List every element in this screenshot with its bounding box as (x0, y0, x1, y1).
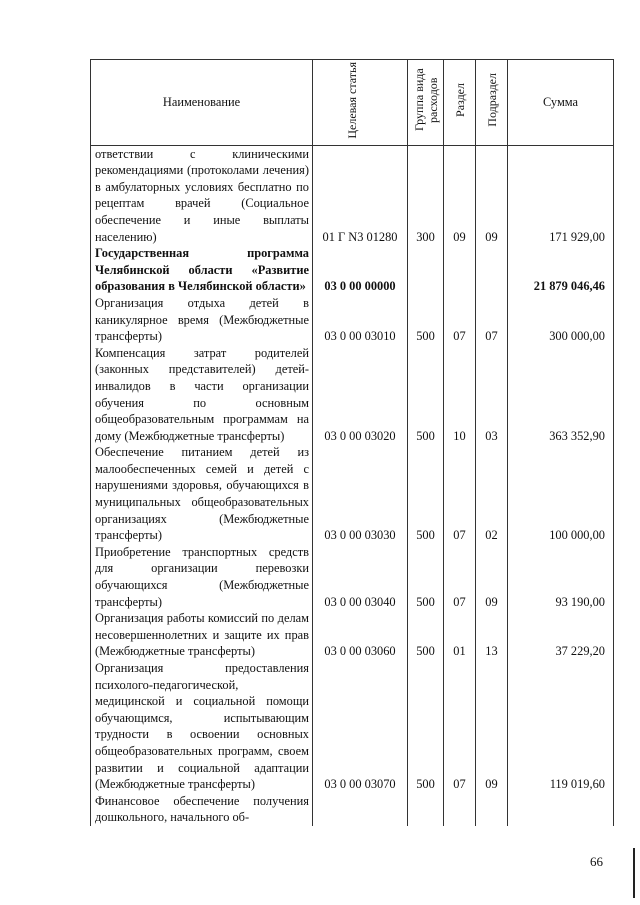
cell-group: 500 (408, 610, 444, 660)
table-row (91, 295, 614, 345)
header-sum: Сумма (508, 60, 614, 146)
cell-target: 01 Г N3 01280 (313, 145, 408, 245)
header-section: Раздел (444, 60, 476, 146)
table-row (91, 345, 614, 445)
cell-sum: 100 000,00 (508, 444, 614, 544)
cell-sum: 363 352,90 (508, 345, 614, 445)
cell-sum: 93 190,00 (508, 544, 614, 610)
cell-target: 03 0 00 03010 (313, 295, 408, 345)
cell-target: 03 0 00 00000 (313, 245, 408, 295)
cell-subsection: 03 (476, 345, 508, 445)
cell-group: 500 (408, 295, 444, 345)
cell-target (313, 793, 408, 826)
cell-group: 300 (408, 145, 444, 245)
header-name: Наименование (91, 60, 313, 146)
cell-target: 03 0 00 03060 (313, 610, 408, 660)
table-row (91, 660, 614, 793)
cell-section (444, 245, 476, 295)
cell-subsection (476, 245, 508, 295)
cell-subsection: 09 (476, 660, 508, 793)
cell-sum: 37 229,20 (508, 610, 614, 660)
cell-sum: 119 019,60 (508, 660, 614, 793)
cell-target: 03 0 00 03040 (313, 544, 408, 610)
header-target: Целевая статья (313, 60, 408, 146)
cell-name: Организация отдыха детей в каникулярное время (Межбюджетные трансферты) (91, 295, 313, 345)
table-row (91, 544, 614, 610)
cell-section: 07 (444, 660, 476, 793)
cell-section (444, 793, 476, 826)
cell-name: Организация работы комиссий по делам несовершеннолетних и защите их прав (Межбюджетные трансферты) (91, 610, 313, 660)
cell-group (408, 793, 444, 826)
cell-target: 03 0 00 03030 (313, 444, 408, 544)
cell-subsection (476, 793, 508, 826)
cell-name: Финансовое обеспечение получения дошкольного, начального об- (91, 793, 313, 826)
table-row (91, 444, 614, 544)
cell-name: Организация предоставления психолого-педагогической, медицинской и социальной помощи обучающимся, испытывающим трудности в освоении основных общеобразовательных программ, своем развитии и социальной адаптации (Межбюджетные трансферты) (91, 660, 313, 793)
table-row (91, 245, 614, 295)
cell-name: Обеспечение питанием детей из малообеспеченных семей и детей с нарушениями здоровья, обучающихся в муниципальных общеобразовательных организациях (Межбюджетные трансферты) (91, 444, 313, 544)
table-row (91, 793, 614, 826)
cell-target: 03 0 00 03070 (313, 660, 408, 793)
cell-group (408, 245, 444, 295)
budget-table (90, 59, 614, 826)
cell-subsection: 13 (476, 610, 508, 660)
cell-name: Государственная программа Челябинской области «Развитие образования в Челябинской области» (91, 245, 313, 295)
cell-subsection: 09 (476, 544, 508, 610)
table-row (91, 610, 614, 660)
cell-sum: 171 929,00 (508, 145, 614, 245)
header-group: Группа вида расходов (408, 60, 444, 146)
cell-sum: 300 000,00 (508, 295, 614, 345)
cell-section: 07 (444, 444, 476, 544)
table-row (91, 145, 614, 245)
cell-subsection: 09 (476, 145, 508, 245)
cell-group: 500 (408, 660, 444, 793)
cell-name: ответствии с клиническими рекомендациями (протоколами лечения) в амбулаторных условиях бесплатно по рецептам врачей (Социальное обеспечение и иные выплаты населению) (91, 145, 313, 245)
cell-group: 500 (408, 544, 444, 610)
cell-subsection: 02 (476, 444, 508, 544)
cell-name: Приобретение транспортных средств для организации перевозки обучающихся (Межбюджетные трансферты) (91, 544, 313, 610)
header-subsection: Подраздел (476, 60, 508, 146)
table-header-row (91, 60, 614, 146)
cell-name: Компенсация затрат родителей (законных представителей) детей-инвалидов в части организации обучения по основным общеобразовательным программам на дому (Межбюджетные трансферты) (91, 345, 313, 445)
page-number: 66 (590, 854, 603, 869)
cell-sum (508, 793, 614, 826)
cell-group: 500 (408, 444, 444, 544)
cell-section: 10 (444, 345, 476, 445)
cell-sum: 21 879 046,46 (508, 245, 614, 295)
cell-section: 07 (444, 295, 476, 345)
cell-section: 07 (444, 544, 476, 610)
cell-target: 03 0 00 03020 (313, 345, 408, 445)
margin-line (633, 848, 635, 898)
cell-subsection: 07 (476, 295, 508, 345)
cell-group: 500 (408, 345, 444, 445)
cell-section: 01 (444, 610, 476, 660)
cell-section: 09 (444, 145, 476, 245)
